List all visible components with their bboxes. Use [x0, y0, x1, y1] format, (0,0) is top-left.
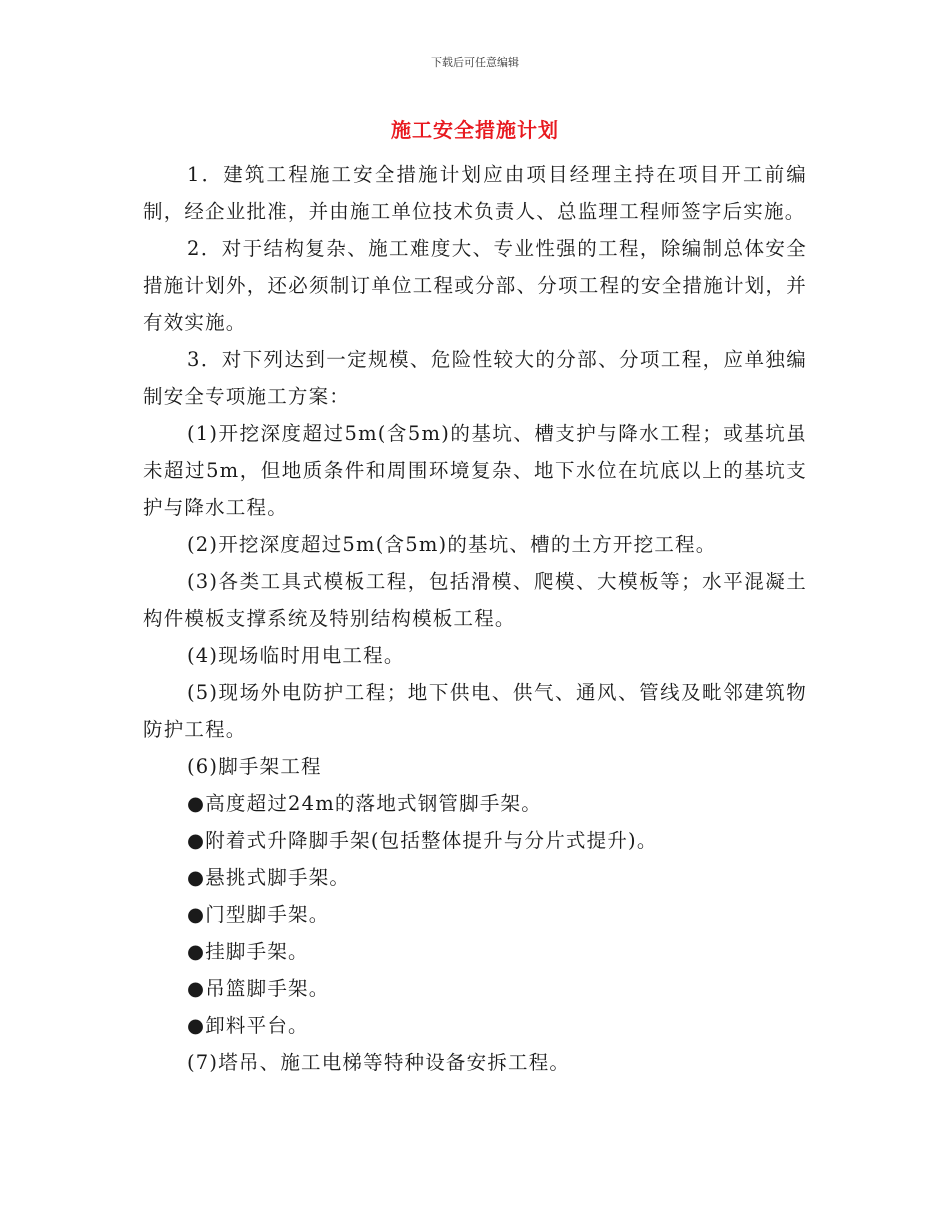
- paragraph: 2．对于结构复杂、施工难度大、专业性强的工程，除编制总体安全措施计划外，还必须制订单位工程或分部、分项工程的安全措施计划，并有效实施。: [143, 237, 807, 334]
- bullet-item: ●挂脚手架。: [187, 940, 309, 963]
- header-note: 下载后可任意编辑: [431, 56, 519, 69]
- list-item: (6)脚手架工程: [187, 755, 322, 778]
- bullet-item: ●悬挑式脚手架。: [187, 866, 351, 889]
- bullet-item: ●高度超过24m的落地式钢管脚手架。: [187, 792, 542, 815]
- list-item: (4)现场临时用电工程。: [187, 644, 405, 667]
- bullet-item: ●卸料平台。: [187, 1014, 309, 1037]
- bullet-item: ●门型脚手架。: [187, 903, 330, 926]
- bullet-item: ●附着式升降脚手架(包括整体提升与分片式提升)。: [187, 829, 658, 852]
- list-item: (3)各类工具式模板工程，包括滑模、爬模、大模板等；水平混凝土构件模板支撑系统及特别结构模板工程。: [143, 570, 807, 630]
- paragraph: 3．对下列达到一定规模、危险性较大的分部、分项工程，应单独编制安全专项施工方案：: [143, 348, 807, 408]
- paragraph: 1．建筑工程施工安全措施计划应由项目经理主持在项目开工前编制，经企业批准，并由施工单位技术负责人、总监理工程师签字后实施。: [143, 163, 807, 223]
- list-item: (7)塔吊、施工电梯等特种设备安拆工程。: [187, 1051, 571, 1074]
- list-item: (2)开挖深度超过5m(含5m)的基坑、槽的土方开挖工程。: [187, 533, 717, 556]
- bullet-item: ●吊篮脚手架。: [187, 977, 330, 1000]
- list-item: (5)现场外电防护工程；地下供电、供气、通风、管线及毗邻建筑物防护工程。: [143, 681, 807, 741]
- list-item: (1)开挖深度超过5m(含5m)的基坑、槽支护与降水工程；或基坑虽未超过5m，但地质条件和周围环境复杂、地下水位在坑底以上的基坑支护与降水工程。: [143, 422, 807, 519]
- document-body: [143, 156, 807, 1081]
- document-title: 施工安全措施计划: [391, 118, 559, 142]
